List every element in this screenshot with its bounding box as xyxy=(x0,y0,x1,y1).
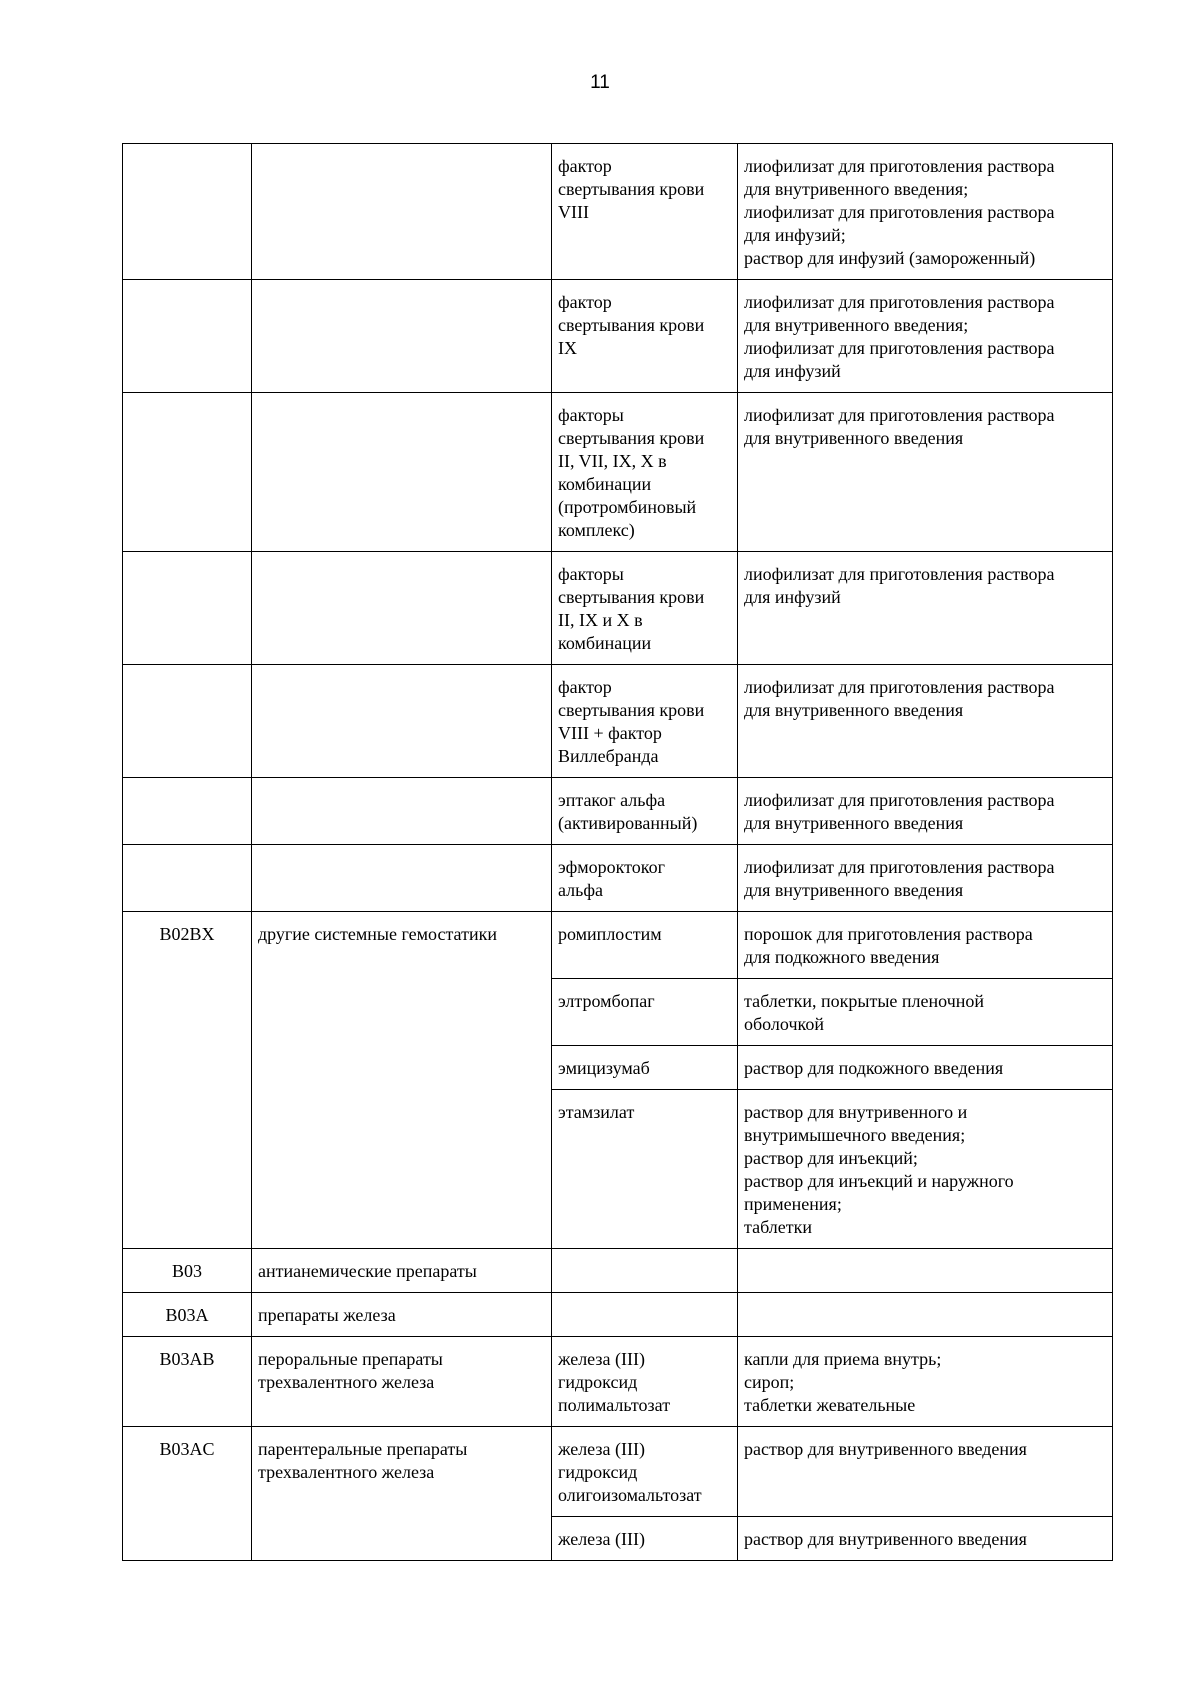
drug-name-cell: фактор свертывания крови VIII xyxy=(552,144,738,280)
dosage-form-cell: лиофилизат для приготовления раствора для внутривенного введения; лиофилизат для приготовления раствора для инфузий; раствор для инфузий (замороженный) xyxy=(738,144,1113,280)
group-cell xyxy=(252,280,552,393)
atc-code-cell xyxy=(123,280,252,393)
drug-name-cell: этамзилат xyxy=(552,1090,738,1249)
dosage-form-cell: лиофилизат для приготовления раствора для внутривенного введения xyxy=(738,665,1113,778)
group-cell: другие системные гемостатики xyxy=(252,912,552,1249)
table-row xyxy=(123,280,1113,393)
group-cell: парентеральные препараты трехвалентного железа xyxy=(252,1427,552,1561)
table-row xyxy=(123,778,1113,845)
dosage-form-cell xyxy=(738,1249,1113,1293)
atc-code-cell xyxy=(123,845,252,912)
group-cell xyxy=(252,845,552,912)
table-row xyxy=(123,912,1113,979)
dosage-form-cell: капли для приема внутрь; сироп; таблетки жевательные xyxy=(738,1337,1113,1427)
drug-name-cell xyxy=(552,1249,738,1293)
atc-code-cell: B03AB xyxy=(123,1337,252,1427)
dosage-form-cell: лиофилизат для приготовления раствора для инфузий xyxy=(738,552,1113,665)
dosage-form-cell: раствор для внутривенного и внутримышечного введения; раствор для инъекций; раствор для инъекций и наружного применения; таблетки xyxy=(738,1090,1113,1249)
group-cell: препараты железа xyxy=(252,1293,552,1337)
table-row xyxy=(123,393,1113,552)
group-cell xyxy=(252,778,552,845)
drug-name-cell: железа (III) xyxy=(552,1517,738,1561)
atc-code-cell: B02BX xyxy=(123,912,252,1249)
drug-name-cell: факторы свертывания крови II, VII, IX, X в комбинации (протромбиновый комплекс) xyxy=(552,393,738,552)
group-cell: пероральные препараты трехвалентного железа xyxy=(252,1337,552,1427)
dosage-form-cell xyxy=(738,1293,1113,1337)
drug-table xyxy=(122,143,1113,1561)
table-row xyxy=(123,1337,1113,1427)
table-row xyxy=(123,1249,1113,1293)
atc-code-cell: B03A xyxy=(123,1293,252,1337)
atc-code-cell: B03AC xyxy=(123,1427,252,1561)
dosage-form-cell: раствор для внутривенного введения xyxy=(738,1427,1113,1517)
dosage-form-cell: лиофилизат для приготовления раствора для внутривенного введения xyxy=(738,393,1113,552)
drug-name-cell: железа (III) гидроксид олигоизомальтозат xyxy=(552,1427,738,1517)
drug-name-cell: фактор свертывания крови IX xyxy=(552,280,738,393)
group-cell xyxy=(252,144,552,280)
dosage-form-cell: порошок для приготовления раствора для подкожного введения xyxy=(738,912,1113,979)
atc-code-cell xyxy=(123,144,252,280)
atc-code-cell xyxy=(123,393,252,552)
drug-name-cell: факторы свертывания крови II, IX и X в комбинации xyxy=(552,552,738,665)
drug-name-cell: эмицизумаб xyxy=(552,1046,738,1090)
table-row xyxy=(123,845,1113,912)
atc-code-cell: B03 xyxy=(123,1249,252,1293)
table-row xyxy=(123,1293,1113,1337)
atc-code-cell xyxy=(123,778,252,845)
group-cell: антианемические препараты xyxy=(252,1249,552,1293)
dosage-form-cell: раствор для подкожного введения xyxy=(738,1046,1113,1090)
table-row xyxy=(123,1427,1113,1517)
group-cell xyxy=(252,393,552,552)
atc-code-cell xyxy=(123,665,252,778)
drug-name-cell: эптаког альфа (активированный) xyxy=(552,778,738,845)
table-row xyxy=(123,144,1113,280)
drug-name-cell: эфмороктоког альфа xyxy=(552,845,738,912)
group-cell xyxy=(252,665,552,778)
table-row xyxy=(123,552,1113,665)
drug-name-cell: железа (III) гидроксид полимальтозат xyxy=(552,1337,738,1427)
group-cell xyxy=(252,552,552,665)
drug-name-cell: ромиплостим xyxy=(552,912,738,979)
drug-name-cell xyxy=(552,1293,738,1337)
dosage-form-cell: лиофилизат для приготовления раствора для внутривенного введения xyxy=(738,845,1113,912)
dosage-form-cell: лиофилизат для приготовления раствора для внутривенного введения; лиофилизат для приготовления раствора для инфузий xyxy=(738,280,1113,393)
table-row xyxy=(123,665,1113,778)
dosage-form-cell: таблетки, покрытые пленочной оболочкой xyxy=(738,979,1113,1046)
drug-name-cell: фактор свертывания крови VIII + фактор Виллебранда xyxy=(552,665,738,778)
drug-name-cell: элтромбопаг xyxy=(552,979,738,1046)
page-number: 11 xyxy=(590,72,610,93)
atc-code-cell xyxy=(123,552,252,665)
dosage-form-cell: лиофилизат для приготовления раствора для внутривенного введения xyxy=(738,778,1113,845)
dosage-form-cell: раствор для внутривенного введения xyxy=(738,1517,1113,1561)
